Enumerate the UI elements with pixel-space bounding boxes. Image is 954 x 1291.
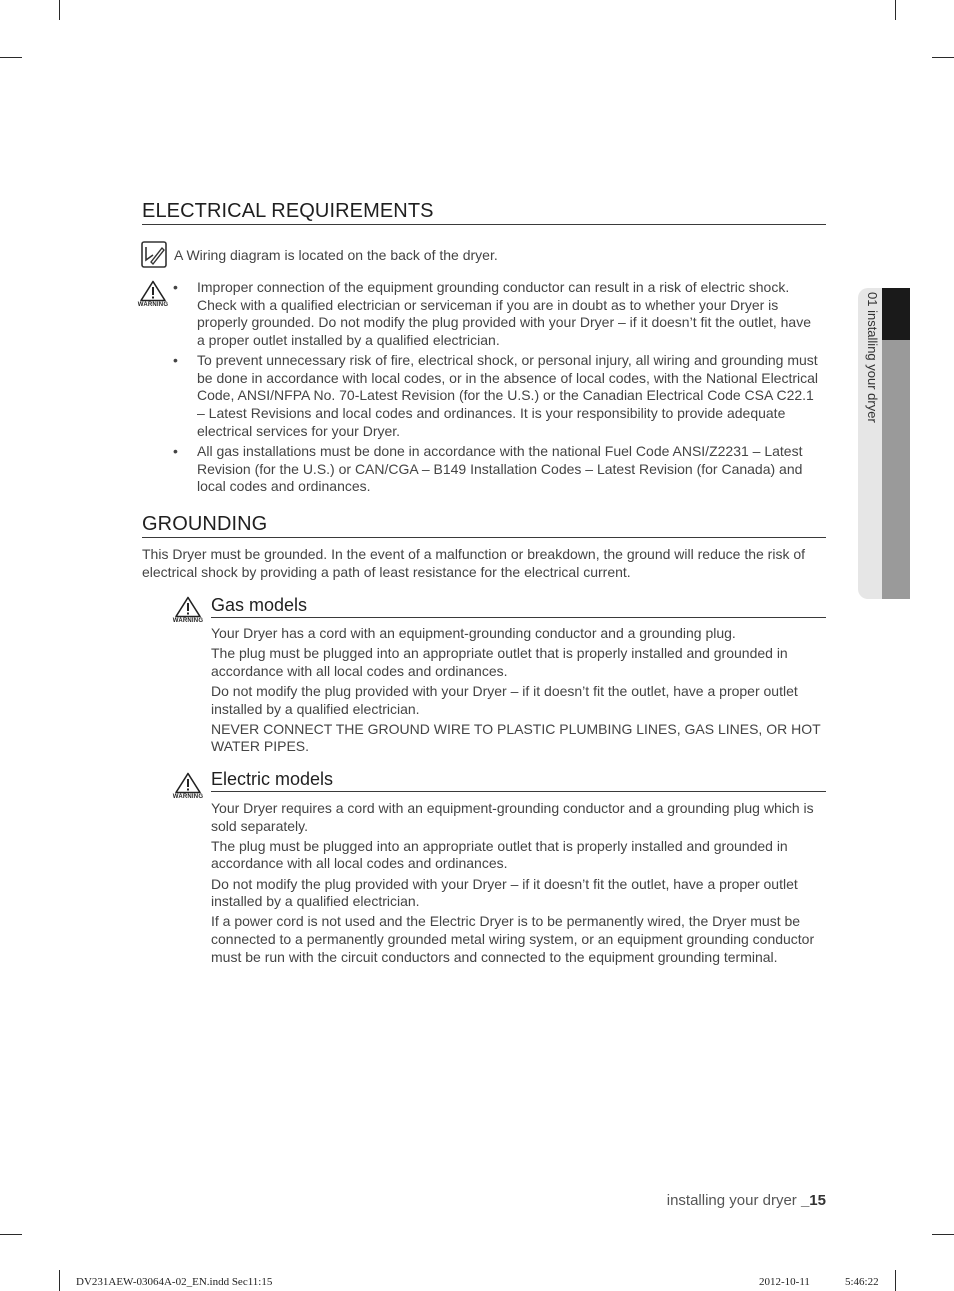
heading-rule [142, 537, 826, 538]
list-item: • Improper connection of the equipment grounding conductor can result in a risk of electric shock. Check with a qualified electrician or serviceman if you are in doubt as to whether your Dryer is properly grounded. Do not modify the plug provided with your Dryer – if it doesn’t fit the outlet, have a proper outlet installed by a qualified electrician. [173, 279, 812, 348]
footer-section: installing your dryer [666, 1192, 797, 1209]
warning-label: WARNING [137, 302, 169, 308]
grounding-intro: This Dryer must be grounded. In the event of a malfunction or breakdown, the ground will reduce the risk of electrical shock by providing a path of least resistance for the electrical current. [142, 546, 806, 580]
wiring-note: A Wiring diagram is located on the back of the dryer. [174, 247, 498, 263]
crop-mark [0, 1234, 22, 1235]
electric-models-body: Your Dryer requires a cord with an equipment-grounding conductor and a grounding plug which is sold separately. The plug must be plugged into an appropriate outlet that is properly installed and grounded in accordance with all local codes and ordinances. Do not modify the plug provided with your Dryer – if it doesn’t fit the outlet, have a proper outlet installed by a qualified electrician. If a power cord is not used and the Electric Dryer is to be permanently wired, the Dryer must be connected to a permanently grounded metal wiring system, or an equipment grounding conductor must be run with the circuit conductors and connected to the equipment grounding terminal. [211, 800, 815, 965]
electric-models-heading: Electric models [211, 769, 334, 789]
side-tab-label: 01 installing your dryer [865, 292, 880, 423]
print-slug-time: 5:46:22 [845, 1276, 879, 1288]
crop-mark [932, 57, 954, 58]
warning-icon [171, 596, 205, 626]
warning-icon [171, 772, 205, 802]
electrical-heading: ELECTRICAL REQUIREMENTS [142, 200, 434, 222]
electrical-bullet-list [173, 279, 821, 499]
print-slug-date: 2012-10-11 [759, 1276, 810, 1288]
warning-icon [136, 280, 170, 310]
print-slug-file: DV231AEW-03064A-02_EN.indd Sec11:15 [76, 1276, 273, 1288]
crop-mark [895, 0, 896, 20]
crop-mark [59, 0, 60, 20]
gas-models-body: Your Dryer has a cord with an equipment-grounding conductor and a grounding plug. The plug must be plugged into an appropriate outlet that is properly installed and grounded in accordance with all local codes and ordinances. Do not modify the plug provided with your Dryer – if it doesn’t fit the outlet, have a proper outlet installed by a qualified electrician. NEVER CONNECT THE GROUND WIRE TO PLASTIC PLUMBING LINES, GAS LINES, OR HOT WATER PIPES. [211, 625, 821, 755]
grounding-heading: GROUNDING [142, 513, 268, 535]
page-number: _15 [800, 1192, 826, 1209]
crop-mark [59, 1270, 60, 1291]
warning-label: WARNING [172, 618, 204, 624]
gas-models-heading: Gas models [211, 595, 308, 615]
warning-label: WARNING [172, 794, 204, 800]
crop-mark [932, 1234, 954, 1235]
subheading-rule [211, 791, 826, 792]
note-icon [141, 241, 167, 268]
crop-mark [895, 1270, 896, 1291]
list-item: • All gas installations must be done in accordance with the national Fuel Code ANSI/Z2231 – Latest Revision (for the U.S.) or CAN/CGA – B149 Installation Codes – Latest Revision (for Canada) and local codes and ordinances. [173, 442, 803, 495]
heading-rule [142, 224, 826, 225]
crop-mark [0, 57, 22, 58]
side-tab-bar [882, 340, 910, 599]
side-tab-marker [882, 288, 910, 340]
subheading-rule [211, 617, 826, 618]
list-item: • To prevent unnecessary risk of fire, electrical shock, or personal injury, all wiring and grounding must be done in accordance with local codes, or in the absence of local codes, with the National Electrical Code, ANSI/NFPA No. 70-Latest Revision (for the U.S.) or the Canadian Electrical Code CSA C22.1 – Latest Revisions and local codes and ordinances. It is your responsibility to provide adequate electrical services for your Dryer. [173, 352, 819, 439]
page-footer [667, 1192, 826, 1209]
